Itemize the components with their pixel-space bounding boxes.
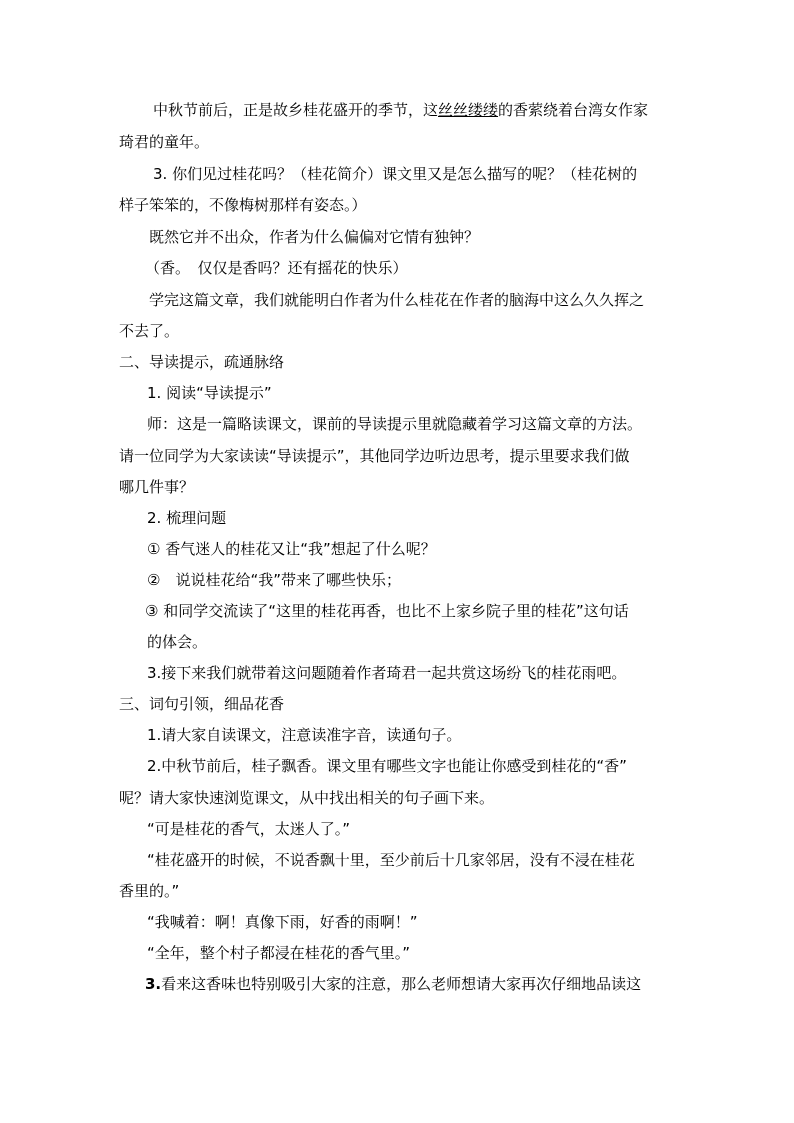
text-span: 中秋节前后，正是故乡桂花盛开的季节，这 — [153, 101, 439, 119]
quote-line: 香里的。” — [119, 882, 180, 900]
text-span: 的香萦绕着台湾女作家 — [498, 101, 649, 119]
section-heading: 三、词句引领，细品花香 — [119, 695, 285, 713]
paragraph-line — [145, 974, 641, 994]
paragraph-line: 2. 梳理问题 — [147, 509, 227, 527]
paragraph-line: 呢？请大家快速浏览课文，从中找出相关的句子画下来。 — [119, 789, 495, 807]
quote-line: “我喊着：啊！真像下雨，好香的雨啊！” — [147, 913, 418, 931]
paragraph-line: （香。 仅仅是香吗？还有摇花的快乐） — [145, 259, 408, 277]
quote-line: “可是桂花的香气，太迷人了。” — [147, 820, 351, 838]
list-item: ② 说说桂花给“我”带来了哪些快乐； — [147, 571, 401, 589]
underlined-text: 丝丝缕缕 — [438, 101, 499, 119]
paragraph-line: 1.请大家自读课文，注意读准字音，读通句子。 — [147, 726, 462, 744]
paragraph-line: 学完这篇文章，我们就能明白作者为什么桂花在作者的脑海中这么久久挥之 — [149, 291, 645, 309]
paragraph-line: 哪几件事？ — [119, 478, 195, 496]
paragraph-line: 2.中秋节前后，桂子飘香。课文里有哪些文字也能让你感受到桂花的“香” — [147, 757, 627, 775]
list-number: 3. — [145, 975, 162, 993]
paragraph-line: 3. 你们见过桂花吗？（桂花简介）课文里又是怎么描写的呢？（桂花树的 — [153, 165, 638, 183]
paragraph-line: 琦君的童年。 — [119, 133, 210, 151]
section-heading: 二、导读提示，疏通脉络 — [119, 353, 285, 371]
paragraph-line: 师：这是一篇略读课文，课前的导读提示里就隐藏着学习这篇文章的方法。 — [147, 415, 643, 433]
paragraph-line: 既然它并不出众，作者为什么偏偏对它情有独钟？ — [149, 228, 480, 246]
paragraph-line: 请一位同学为大家读读“导读提示”，其他同学边听边思考，提示里要求我们做 — [119, 447, 630, 465]
paragraph-line — [153, 100, 648, 120]
quote-line: “桂花盛开的时候，不说香飘十里，至少前后十几家邻居，没有不浸在桂花 — [147, 851, 635, 869]
paragraph-line: 1. 阅读“导读提示” — [147, 384, 272, 402]
text-span: 看来这香味也特别吸引大家的注意，那么老师想请大家再次仔细地品读这 — [161, 975, 642, 993]
list-item: ③ 和同学交流读了“这里的桂花再香，也比不上家乡院子里的桂花”这句话 — [145, 602, 629, 620]
paragraph-line: 不去了。 — [119, 322, 180, 340]
quote-line: “全年，整个村子都浸在桂花的香气里。” — [147, 944, 411, 962]
paragraph-line: 3.接下来我们就带着这问题随着作者琦君一起共赏这场纷飞的桂花雨吧。 — [147, 664, 627, 682]
paragraph-line: 的体会。 — [147, 633, 208, 651]
paragraph-line: 样子笨笨的，不像梅树那样有姿态。） — [119, 196, 367, 214]
list-item: ① 香气迷人的桂花又让“我”想起了什么呢？ — [147, 540, 436, 558]
